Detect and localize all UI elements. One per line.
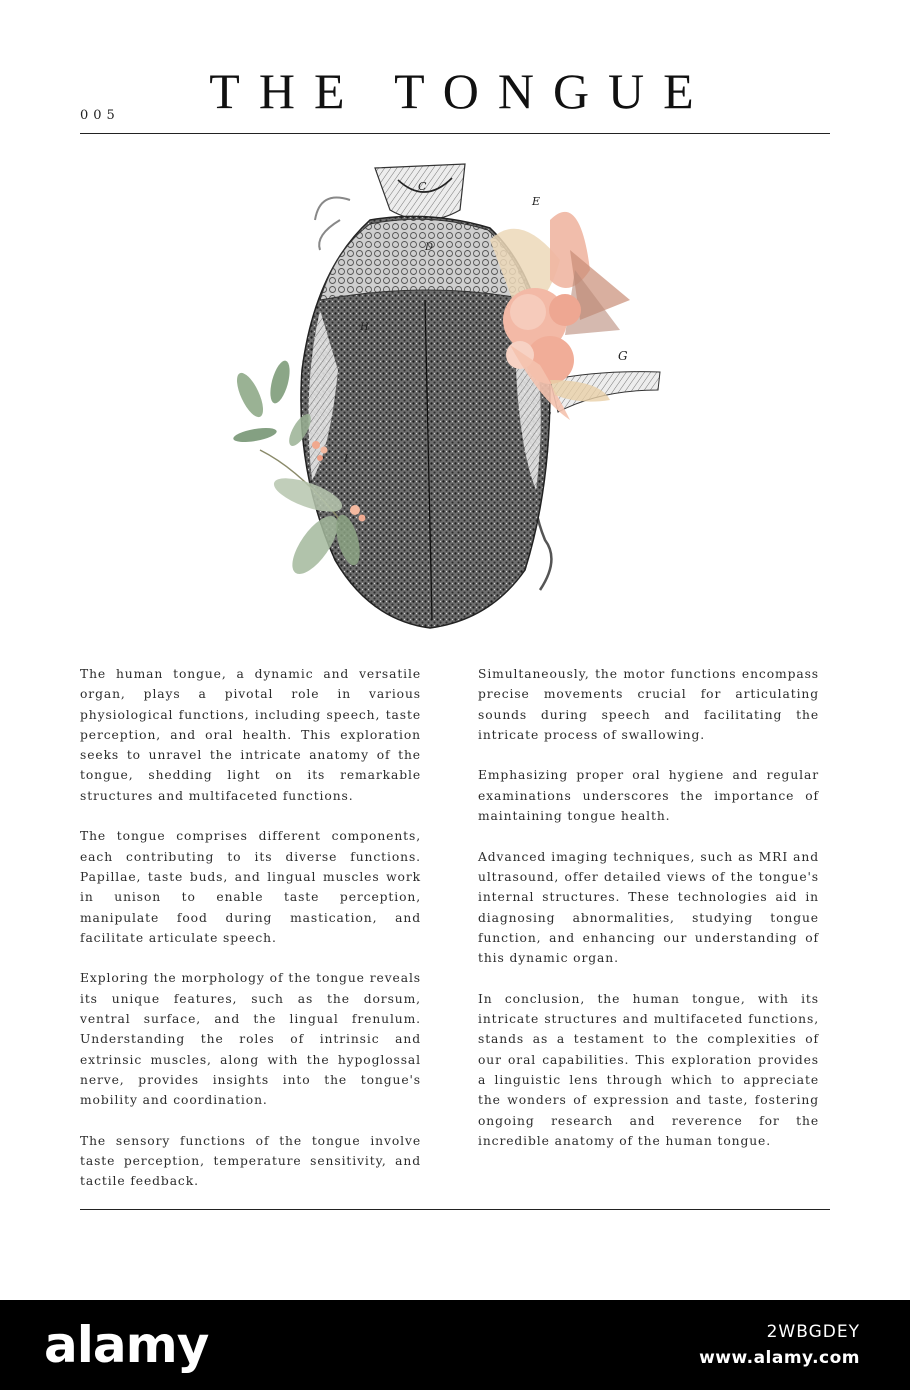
paragraph: Advanced imaging techniques, such as MRI and ultrasound, offer detailed views of the tongue's internal structures. These technologies aid in diagnosing abnormalities, studying tongue function, and enhancing our understanding of this dynamic organ. (478, 849, 819, 966)
paragraph: Simultaneously, the motor functions encompass precise movements crucial for articulating sounds during speech and facilitating the intricate process of swallowing. (478, 667, 819, 742)
label-d: D (425, 242, 434, 253)
tongue-illustration (220, 150, 690, 640)
paragraph: The human tongue, a dynamic and versatile organ, plays a pivotal role in various physiological functions, including speech, taste perception, and oral health. This exploration seeks to unravel the intricate anatomy of the tongue, shedding light on its remarkable structures and multifaceted functions. (80, 667, 421, 803)
top-divider (80, 133, 830, 134)
paragraph: The sensory functions of the tongue involve taste perception, temperature sensitivity, and tactile feedback. (80, 1133, 421, 1189)
bottom-divider (80, 1209, 830, 1210)
label-i: I (344, 454, 348, 465)
text-column-left (80, 664, 421, 1212)
text-column-right (478, 664, 819, 1171)
alamy-logo: alamy (44, 1316, 209, 1374)
label-c: C (418, 180, 427, 193)
page-title: THE TONGUE (209, 63, 713, 119)
label-g: G (618, 349, 628, 363)
paragraph: Emphasizing proper oral hygiene and regular examinations underscores the importance of maintaining tongue health. (478, 768, 819, 824)
watermark-footer (0, 1300, 910, 1390)
label-e: E (532, 195, 541, 208)
image-id: 2WBGDEY (766, 1322, 860, 1342)
paragraph: Exploring the morphology of the tongue reveals its unique features, such as the dorsum, ventral surface, and the lingual frenulum. Understanding the roles of intrinsic and extrinsic muscles, along with the hypoglossal nerve, provides insights into the tongue's mobility and coordination. (80, 971, 421, 1108)
paragraph: In conclusion, the human tongue, with its intricate structures and multifaceted functions, stands as a testament to the complexities of our oral capabilities. This exploration provides a linguistic lens through which to appreciate the wonders of expression and taste, fostering ongoing research and reverence for the incredible anatomy of the human tongue. (478, 991, 819, 1148)
page-number: 005 (80, 108, 120, 123)
site-url: www.alamy.com (699, 1348, 860, 1368)
paragraph: The tongue comprises different components, each contributing to its diverse functions. Papillae, taste buds, and lingual muscles work in unison to enable taste perception, manipulate food during mastication, and facilitate articulate speech. (80, 829, 421, 945)
label-h: H (360, 322, 369, 333)
